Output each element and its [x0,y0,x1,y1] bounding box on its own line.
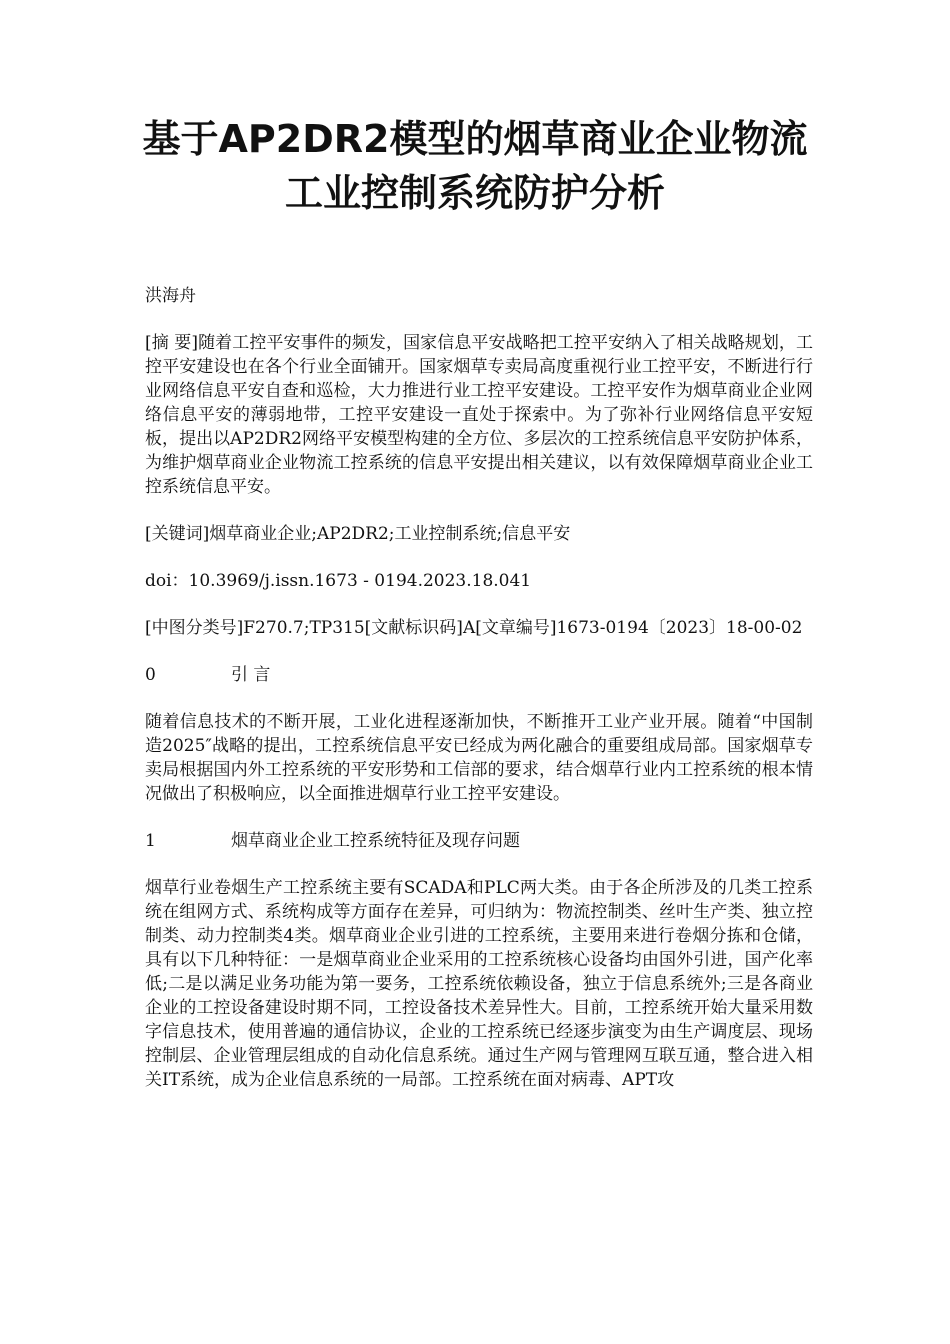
section-paragraph-0: 随着信息技术的不断开展，工业化进程逐渐加快，不断推开工业产业开展。随着“中国制造2025″战略的提出，工控系统信息平安已经成为两化融合的重要组成局部。国家烟草专卖局根据国内外工控系统的平安形势和工信部的要求，结合烟草行业内工控系统的根本情况做出了积极响应，以全面推进烟草行业工控平安建设。 [145,712,813,804]
abstract: [摘 要]随着工控平安事件的频发，国家信息平安战略把工控平安纳入了相关战略规划，工控平安建设也在各个行业全面铺开。国家烟草专卖局高度重视行业工控平安，不断进行行业网络信息平安自查和巡检，大力推进行业工控平安建设。工控平安作为烟草商业企业网络信息平安的薄弱地带，工控平安建设一直处于探索中。为了弥补行业网络信息平安短板，提出以AP2DR2网络平安模型构建的全方位、多层次的工控系统信息平安防护体系，为维护烟草商业企业物流工控系统的信息平安提出相关建议，以有效保障烟草商业企业工控系统信息平安。 [145,333,813,497]
paper-title-line-2: 工业控制系统防护分析 [284,171,665,215]
section-paragraph-1: 烟草行业卷烟生产工控系统主要有SCADA和PLC两大类。由于各企所涉及的几类工控系统在组网方式、系统构成等方面存在差异，可归纳为：物流控制类、丝叶生产类、独立控制类、动力控制类4类。烟草商业企业引进的工控系统，主要用来进行卷烟分拣和仓储，具有以下几种特征：一是烟草商业企业采用的工控系统核心设备均由国外引进，国产化率低;二是以满足业务功能为第一要务，工控系统依赖设备，独立于信息系统外;三是各商业企业的工控设备建设时期不同，工控设备技术差异性大。目前，工控系统开始大量采用数字信息技术，使用普遍的通信协议，企业的工控系统已经逐步演变为由生产调度层、现场控制层、企业管理层组成的自动化信息系统。通过生产网与管理网互联互通，整合进入相关IT系统，成为企业信息系统的一局部。工控系统在面对病毒、APT攻 [145,878,813,1090]
paper-title-line-1: 基于AP2DR2模型的烟草商业企业物流 [142,117,808,161]
section-title: 烟草商业企业工控系统特征及现存问题 [231,831,520,851]
classification-numbers: [中图分类号]F270.7;TP315[文献标识码]A[文章编号]1673-0194〔2023〕18-00-02 [145,618,803,638]
section-number: 0 [145,665,156,685]
keywords: [关键词]烟草商业企业;AP2DR2;工业控制系统;信息平安 [145,524,571,544]
paper-body [145,284,813,1115]
paper-title [60,112,890,220]
author: 洪海舟 [145,286,196,306]
section-heading-0 [145,663,813,687]
section-heading-1 [145,829,813,853]
section-number: 1 [145,831,156,851]
doi: doi：10.3969/j.issn.1673 - 0194.2023.18.041 [145,571,532,591]
section-title: 引 言 [231,665,271,685]
